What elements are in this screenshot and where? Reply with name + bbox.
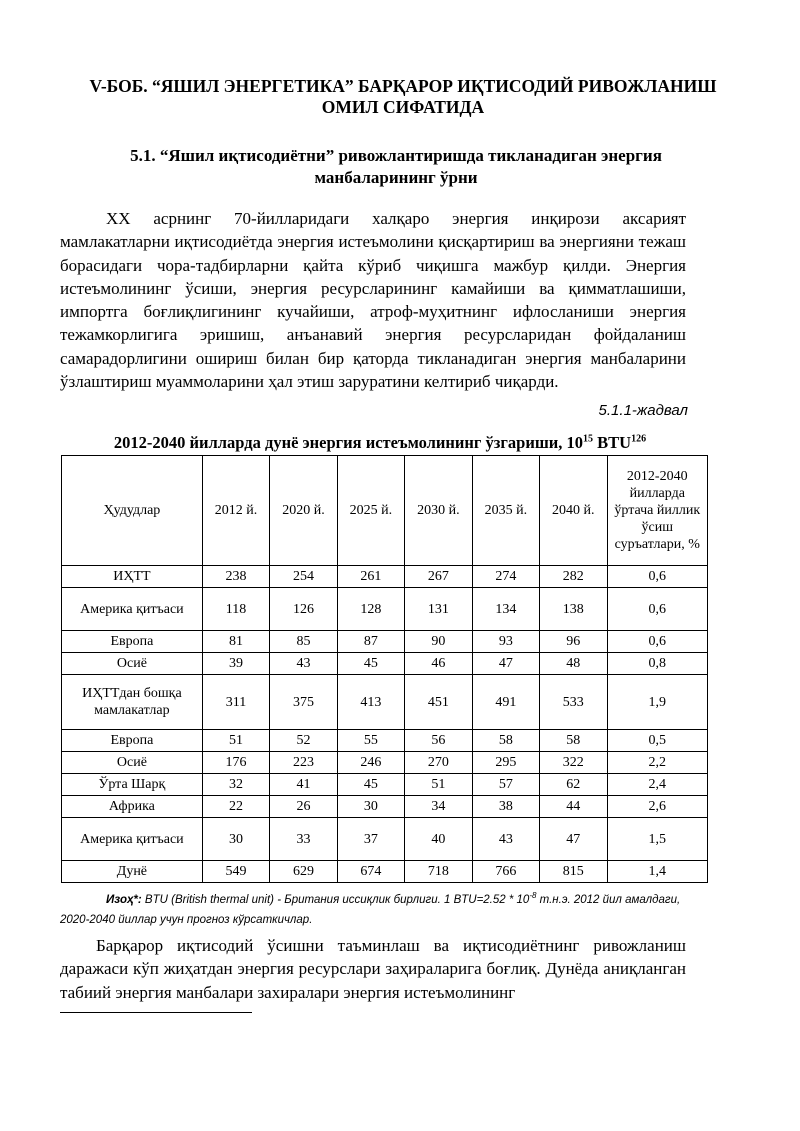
header-2012: 2012 й. xyxy=(202,456,269,566)
value-cell: 45 xyxy=(337,774,404,796)
table-caption xyxy=(60,433,700,453)
note-label: Изоҳ*: xyxy=(106,893,142,906)
closing-paragraph: Барқарор иқтисодий ўсишни таъминлаш ва иқтисодиётнинг ривожланиш даражаси кўп жиҳатдан энергия ресурслари заҳираларига боғлиқ. Дунёда аниқланган табиий энергия манбалари захиралари энергия истеъмолининг xyxy=(60,936,686,1002)
growth-rate-cell: 2,6 xyxy=(607,796,707,818)
growth-rate-cell: 0,6 xyxy=(607,566,707,588)
growth-rate-cell: 1,9 xyxy=(607,675,707,730)
value-cell: 128 xyxy=(337,588,404,631)
table-row xyxy=(62,730,708,752)
value-cell: 126 xyxy=(270,588,337,631)
value-cell: 47 xyxy=(472,653,539,675)
value-cell: 33 xyxy=(270,818,337,861)
value-cell: 451 xyxy=(405,675,472,730)
value-cell: 81 xyxy=(202,631,269,653)
value-cell: 118 xyxy=(202,588,269,631)
table-row xyxy=(62,796,708,818)
value-cell: 674 xyxy=(337,861,404,883)
value-cell: 38 xyxy=(472,796,539,818)
region-cell: Америка қитъаси xyxy=(62,818,203,861)
value-cell: 47 xyxy=(540,818,607,861)
value-cell: 41 xyxy=(270,774,337,796)
value-cell: 295 xyxy=(472,752,539,774)
growth-rate-cell: 1,4 xyxy=(607,861,707,883)
growth-rate-cell: 0,6 xyxy=(607,588,707,631)
value-cell: 322 xyxy=(540,752,607,774)
intro-paragraph: XX асрнинг 70-йилларидаги халқаро энергия инқирози аксарият мамлакатларни иқтисодиётда энергия истеъмолини қисқартириш ва энергияни тежаш борасидаги чора-тадбирларни қайта кўриб чиқишга мажбур қилди. Энергия истеъмолининг ўсиши, энергия ресурсларининг камайиши ва қимматлашиши, импортга боғлиқлигининг кучайиши, атроф-муҳитнинг ифлосланиши энергия тежамкорлигига эришиш, анъанавий энергия ресурсларидан фойдаланиш самарадорлигини ошириш билан бир қаторда тикланадиган энергия манбаларини ўзлаштириш муаммоларини ҳал этиш заруратини келтириб чиқарди. xyxy=(60,209,686,392)
region-cell: Ўрта Шарқ xyxy=(62,774,203,796)
value-cell: 30 xyxy=(202,818,269,861)
note-exponent: -8 xyxy=(529,891,537,900)
footnote-separator xyxy=(60,1012,252,1013)
value-cell: 718 xyxy=(405,861,472,883)
value-cell: 274 xyxy=(472,566,539,588)
region-cell: Европа xyxy=(62,631,203,653)
growth-rate-cell: 2,4 xyxy=(607,774,707,796)
value-cell: 40 xyxy=(405,818,472,861)
energy-consumption-table xyxy=(61,455,708,883)
value-cell: 413 xyxy=(337,675,404,730)
table-caption-exponent: 15 xyxy=(583,433,594,445)
table-row xyxy=(62,588,708,631)
section-title: 5.1. “Яшил иқтисодиётни” ривожлантиришда тикланадиган энергия манбаларининг ўрни xyxy=(130,146,662,187)
table-caption-unit: BTU xyxy=(593,433,632,452)
value-cell: 549 xyxy=(202,861,269,883)
value-cell: 22 xyxy=(202,796,269,818)
table-caption-text: 2012-2040 йилларда дунё энергия истеъмолининг ўзгариши, 10 xyxy=(113,433,584,452)
value-cell: 375 xyxy=(270,675,337,730)
value-cell: 30 xyxy=(337,796,404,818)
region-cell: ИҲТТдан бошқа мамлакатлар xyxy=(62,675,203,730)
header-growth-rate: 2012-2040 йилларда ўртача йиллик ўсиш суръатлари, % xyxy=(607,456,707,566)
value-cell: 223 xyxy=(270,752,337,774)
value-cell: 134 xyxy=(472,588,539,631)
value-cell: 26 xyxy=(270,796,337,818)
value-cell: 37 xyxy=(337,818,404,861)
value-cell: 62 xyxy=(540,774,607,796)
table-note xyxy=(60,886,690,930)
value-cell: 254 xyxy=(270,566,337,588)
note-text: BTU (British thermal unit) - Британия иссиқлик бирлиги. 1 BTU=2.52 * 10 xyxy=(141,893,530,906)
value-cell: 58 xyxy=(540,730,607,752)
table-number-label: 5.1.1-жадвал xyxy=(598,402,688,419)
value-cell: 311 xyxy=(202,675,269,730)
value-cell: 45 xyxy=(337,653,404,675)
value-cell: 34 xyxy=(405,796,472,818)
value-cell: 51 xyxy=(405,774,472,796)
value-cell: 32 xyxy=(202,774,269,796)
growth-rate-cell: 1,5 xyxy=(607,818,707,861)
table-row xyxy=(62,774,708,796)
value-cell: 282 xyxy=(540,566,607,588)
header-regions: Ҳудудлар xyxy=(62,456,203,566)
region-cell: Дунё xyxy=(62,861,203,883)
table-body xyxy=(62,566,708,883)
value-cell: 85 xyxy=(270,631,337,653)
growth-rate-cell: 0,8 xyxy=(607,653,707,675)
value-cell: 43 xyxy=(472,818,539,861)
value-cell: 43 xyxy=(270,653,337,675)
value-cell: 270 xyxy=(405,752,472,774)
growth-rate-cell: 0,6 xyxy=(607,631,707,653)
value-cell: 46 xyxy=(405,653,472,675)
value-cell: 766 xyxy=(472,861,539,883)
table-row xyxy=(62,818,708,861)
value-cell: 267 xyxy=(405,566,472,588)
header-2020: 2020 й. xyxy=(270,456,337,566)
value-cell: 491 xyxy=(472,675,539,730)
growth-rate-cell: 0,5 xyxy=(607,730,707,752)
header-2040: 2040 й. xyxy=(540,456,607,566)
value-cell: 51 xyxy=(202,730,269,752)
region-cell: Осиё xyxy=(62,752,203,774)
region-cell: ИҲТТ xyxy=(62,566,203,588)
value-cell: 629 xyxy=(270,861,337,883)
header-2025: 2025 й. xyxy=(337,456,404,566)
table-row xyxy=(62,631,708,653)
value-cell: 246 xyxy=(337,752,404,774)
value-cell: 87 xyxy=(337,631,404,653)
value-cell: 48 xyxy=(540,653,607,675)
value-cell: 93 xyxy=(472,631,539,653)
value-cell: 44 xyxy=(540,796,607,818)
region-cell: Осиё xyxy=(62,653,203,675)
header-2035: 2035 й. xyxy=(472,456,539,566)
header-2030: 2030 й. xyxy=(405,456,472,566)
value-cell: 56 xyxy=(405,730,472,752)
value-cell: 55 xyxy=(337,730,404,752)
value-cell: 238 xyxy=(202,566,269,588)
chapter-title: V-БОБ. “ЯШИЛ ЭНЕРГЕТИКА” БАРҚАРОР ИҚТИСОДИЙ РИВОЖЛАНИШ ОМИЛ СИФАТИДА xyxy=(89,76,717,117)
growth-rate-cell: 2,2 xyxy=(607,752,707,774)
value-cell: 58 xyxy=(472,730,539,752)
region-cell: Америка қитъаси xyxy=(62,588,203,631)
value-cell: 90 xyxy=(405,631,472,653)
table-row xyxy=(62,752,708,774)
value-cell: 261 xyxy=(337,566,404,588)
table-header-row xyxy=(62,456,708,566)
table-row xyxy=(62,653,708,675)
table-caption-footnote-ref: 126 xyxy=(631,433,647,445)
value-cell: 176 xyxy=(202,752,269,774)
value-cell: 533 xyxy=(540,675,607,730)
value-cell: 57 xyxy=(472,774,539,796)
note-text-end: т.н.э. 2012 йил амалдаги, 2020-2040 йиллар учун прогноз кўрсаткичлар. xyxy=(60,893,681,926)
value-cell: 52 xyxy=(270,730,337,752)
value-cell: 138 xyxy=(540,588,607,631)
table-row xyxy=(62,675,708,730)
region-cell: Европа xyxy=(62,730,203,752)
table-row xyxy=(62,566,708,588)
value-cell: 96 xyxy=(540,631,607,653)
table-row xyxy=(62,861,708,883)
value-cell: 815 xyxy=(540,861,607,883)
value-cell: 39 xyxy=(202,653,269,675)
region-cell: Африка xyxy=(62,796,203,818)
value-cell: 131 xyxy=(405,588,472,631)
